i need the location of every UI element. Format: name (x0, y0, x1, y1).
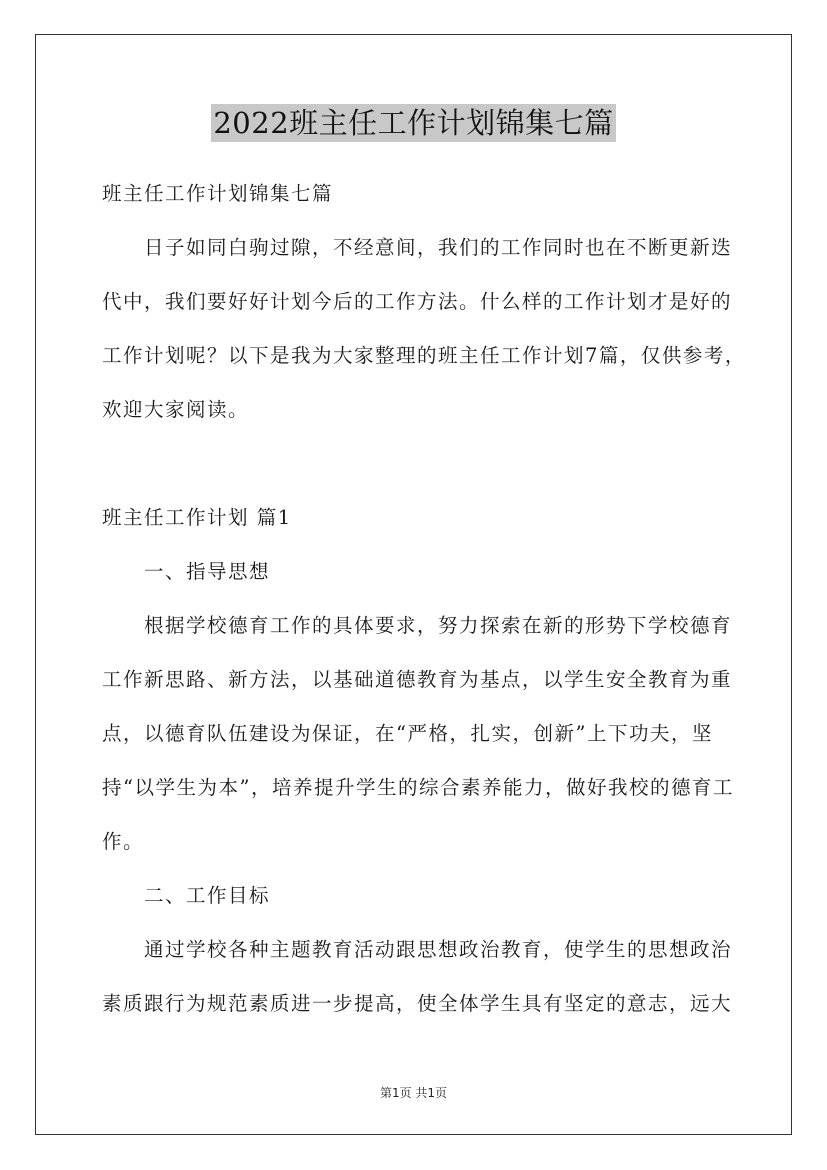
paragraph-line: 工作新思路、新方法，以基础道德教育为基点，以学生安全教育为重 (102, 668, 733, 691)
paragraph-line: 代中，我们要好好计划今后的工作方法。什么样的工作计划才是好的 (102, 290, 733, 313)
subheading-work-goals: 二、工作目标 (144, 884, 271, 907)
page-footer: 第1页 共1页 (379, 1086, 448, 1100)
paragraph-line: 通过学校各种主题教育活动跟思想政治教育，使学生的思想政治 (144, 938, 733, 961)
paragraph-line: 素质跟行为规范素质进一步提高，使全体学生具有坚定的意志，远大 (102, 992, 733, 1015)
paragraph-line: 点，以德育队伍建设为保证，在“严格，扎实，创新”上下功夫，坚 (102, 722, 713, 745)
paragraph-line: 欢迎大家阅读。 (102, 398, 250, 421)
paragraph-line: 作。 (102, 830, 145, 853)
subheading-guiding-thought: 一、指导思想 (144, 560, 271, 583)
paragraph-line: 工作计划呢？以下是我为大家整理的班主任工作计划7篇，仅供参考， (102, 344, 746, 367)
paragraph-line: 根据学校德育工作的具体要求，努力探索在新的形势下学校德育 (144, 614, 733, 637)
document-title: 2022班主任工作计划锦集七篇 (213, 106, 614, 140)
section-heading: 班主任工作计划 篇1 (102, 506, 292, 529)
title-wrap (0, 104, 827, 142)
paragraph-line: 持“以学生为本”，培养提升学生的综合素养能力，做好我校的德育工 (102, 776, 734, 799)
subtitle-line: 班主任工作计划锦集七篇 (102, 182, 334, 205)
paragraph-line: 日子如同白驹过隙，不经意间，我们的工作同时也在不断更新迭 (144, 236, 733, 259)
